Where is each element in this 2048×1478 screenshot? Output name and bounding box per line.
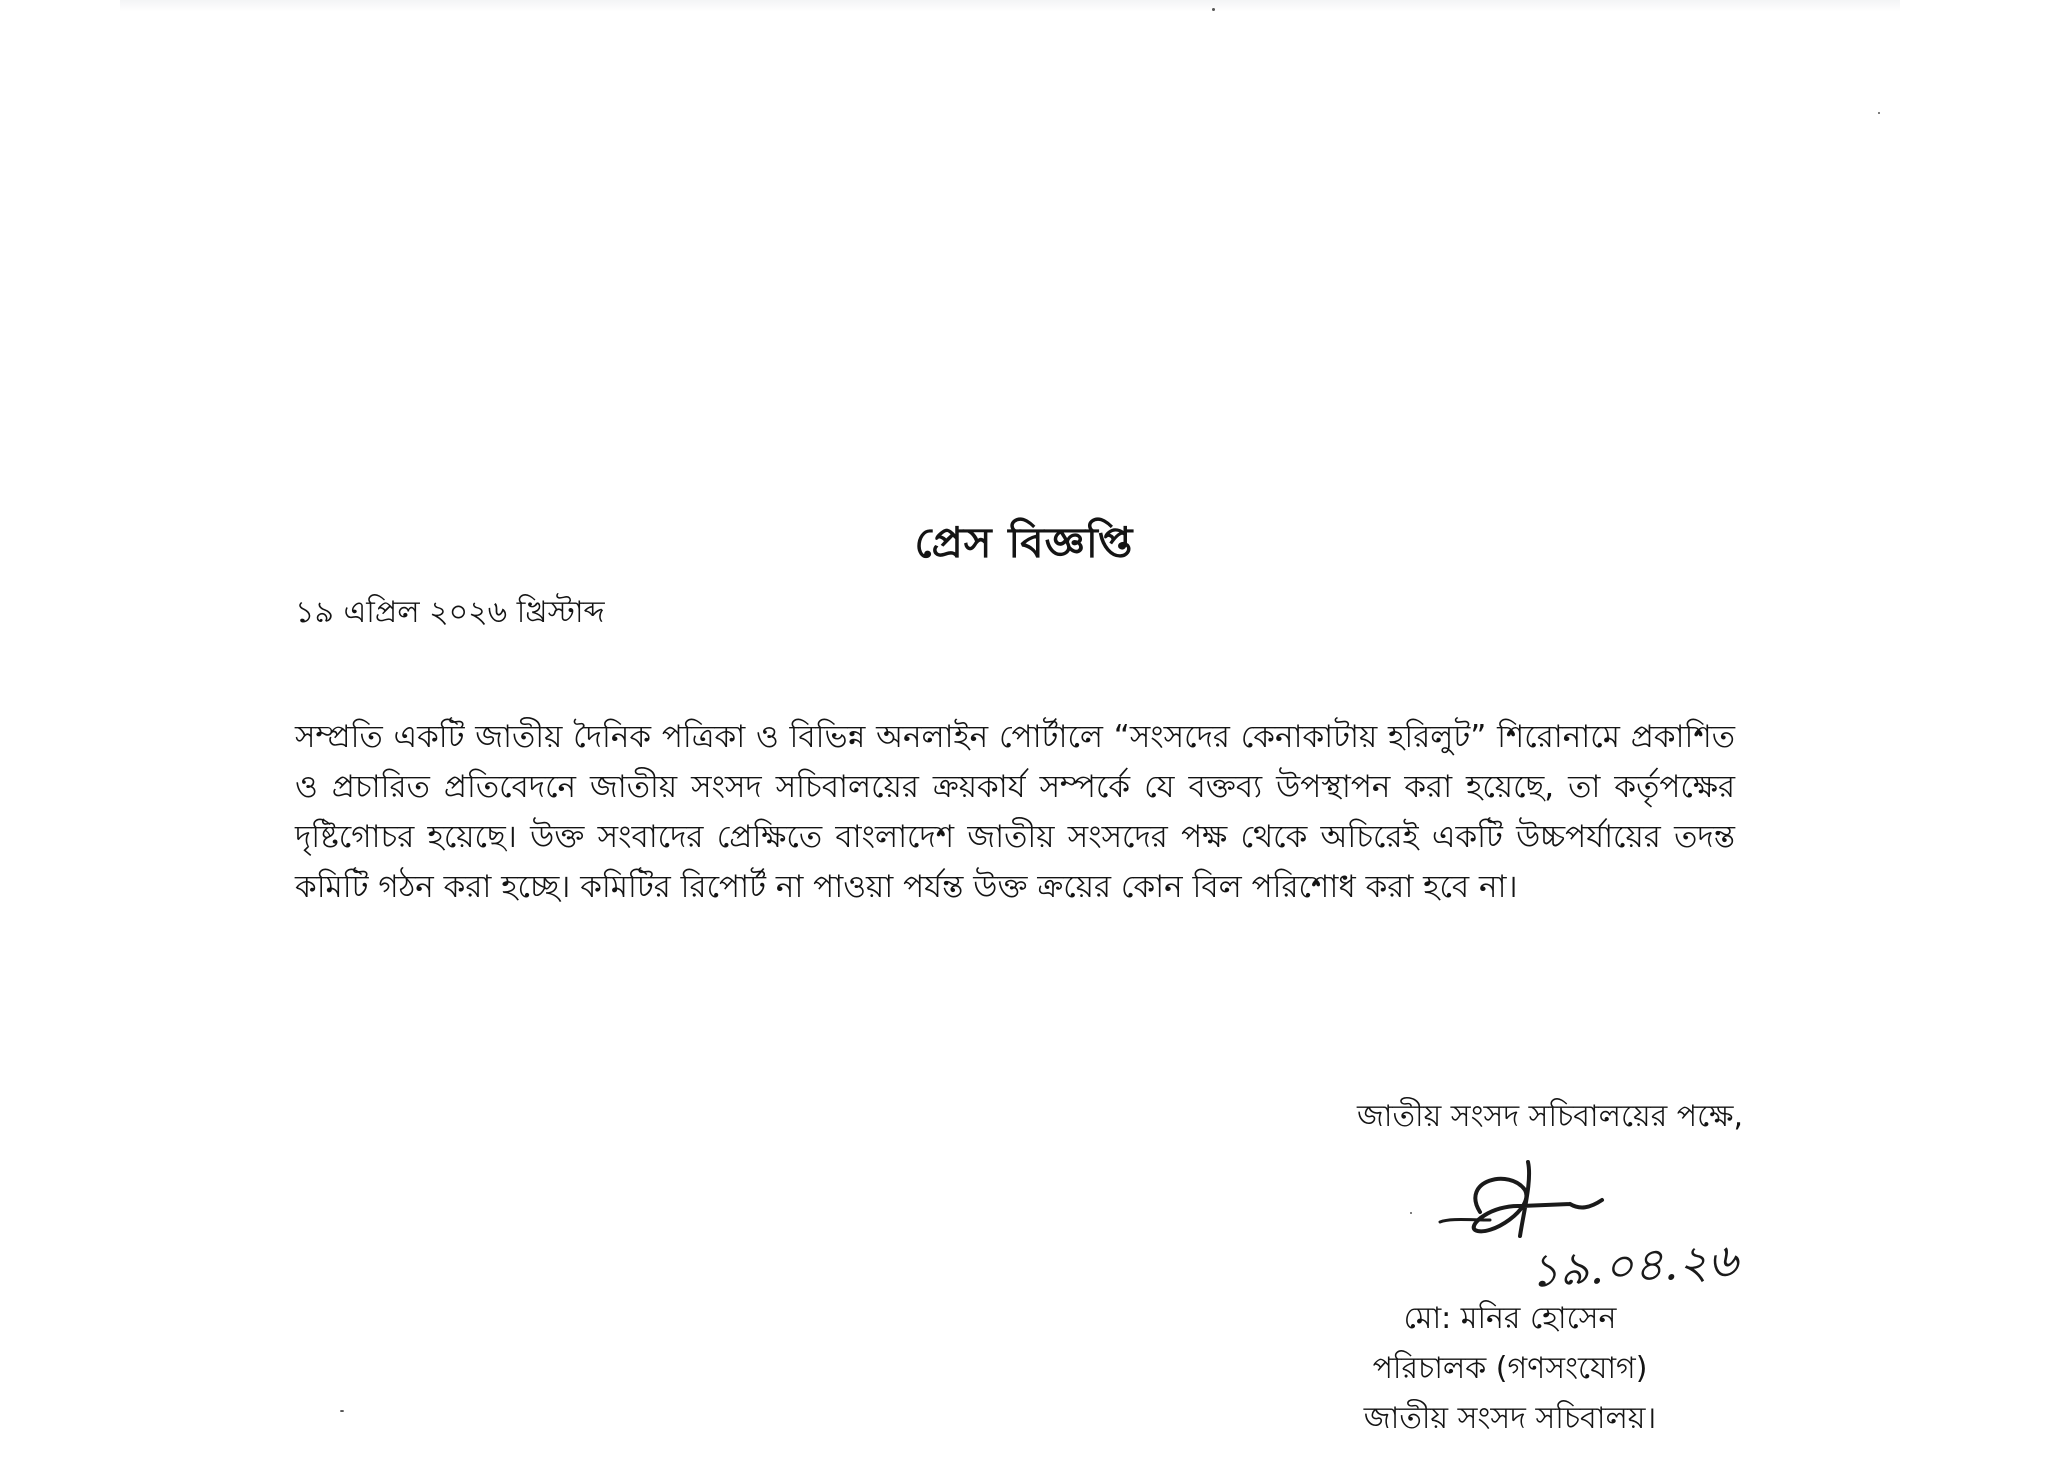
signer-designation: পরিচালক (গণসংযোগ) <box>1372 1351 1648 1386</box>
on-behalf-line: জাতীয় সংসদ সচিবালয়ের পক্ষে, <box>1356 1099 1743 1134</box>
release-date: ১৯ এপ্রিল ২০২৬ খ্রিস্টাব্দ <box>295 595 605 630</box>
document-title: প্রেস বিজ্ঞপ্তি <box>914 518 1134 567</box>
signer-name: মো: মনির হোসেন <box>1403 1301 1617 1336</box>
signer-office: জাতীয় সংসদ সচিবালয়। <box>1363 1401 1657 1436</box>
scan-speck <box>1878 112 1880 114</box>
scan-speck <box>1410 1212 1412 1214</box>
scan-edge-shadow <box>120 0 1900 12</box>
scan-speck <box>340 1410 344 1412</box>
body-paragraph: সম্প্রতি একটি জাতীয় দৈনিক পত্রিকা ও বিভিন্ন অনলাইন পোর্টালে “সংসদের কেনাকাটায় হরিলুট” শিরোনামে প্রকাশিত ও প্রচারিত প্রতিবেদনে জাতীয় সংসদ সচিবালয়ের ক্রয়কার্য সম্পর্কে যে বক্তব্য উপস্থাপন করা হয়েছে, তা কর্তৃপক্ষের দৃষ্টিগোচর হয়েছে। উক্ত সংবাদের প্রেক্ষিতে বাংলাদেশ জাতীয় সংসদের পক্ষ থেকে অচিরেই একটি উচ্চপর্যায়ের তদন্ত কমিটি গঠন করা হচ্ছে। কমিটির রিপোর্ট না পাওয়া পর্যন্ত উক্ত ক্রয়ের কোন বিল পরিশোধ করা হবে না। <box>295 719 1735 905</box>
scan-speck <box>1212 8 1215 11</box>
signature-date: ১৯.০৪.২৬ <box>1527 1232 1740 1298</box>
signer-block <box>1300 1294 1720 1444</box>
